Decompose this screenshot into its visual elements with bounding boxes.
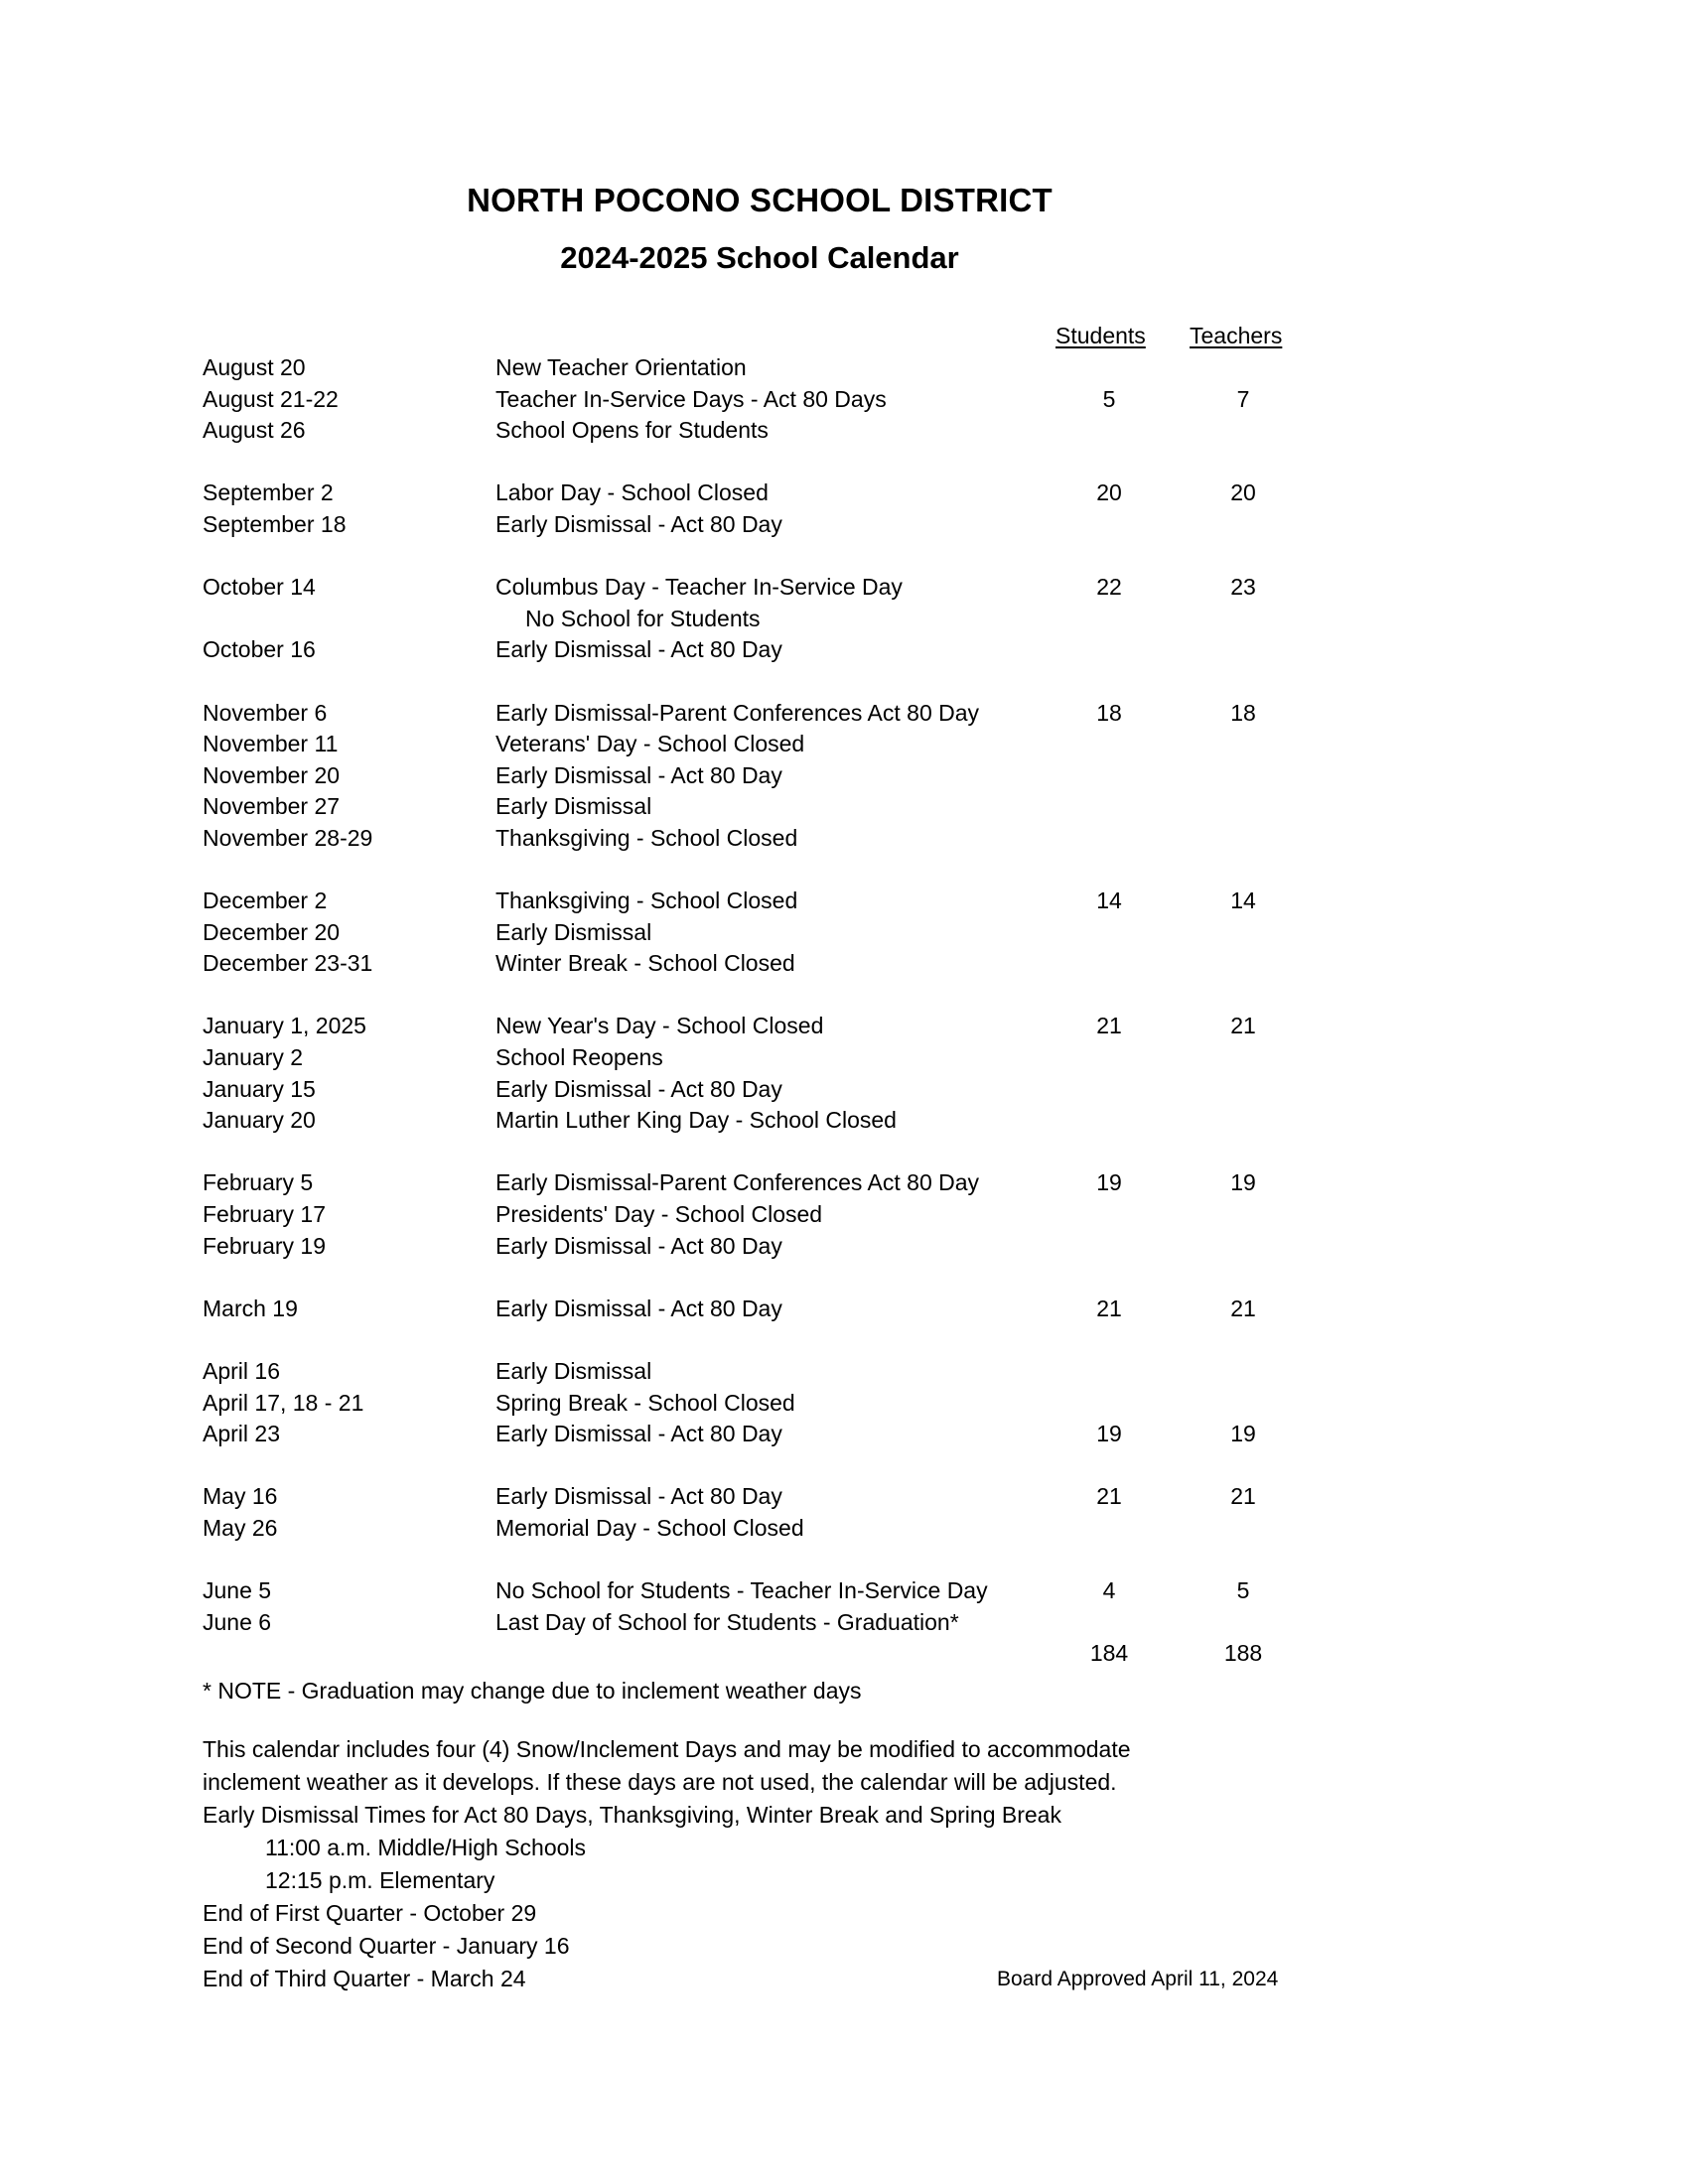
- row-description: Early Dismissal-Parent Conferences Act 80 Day: [495, 1169, 980, 1196]
- footer-line: End of First Quarter - October 29: [203, 1900, 537, 1927]
- row-teachers-count: 23: [1230, 574, 1256, 601]
- row-date: August 21-22: [203, 385, 339, 412]
- row-date: January 20: [203, 1107, 316, 1134]
- footer-line: 11:00 a.m. Middle/High Schools: [265, 1835, 587, 1861]
- footer-line: Early Dismissal Times for Act 80 Days, Thanksgiving, Winter Break and Spring Break: [203, 1802, 1061, 1829]
- row-date: August 20: [203, 354, 306, 380]
- row-description: School Reopens: [495, 1044, 663, 1071]
- row-description: Early Dismissal: [495, 1358, 652, 1384]
- table-row: [0, 760, 1688, 792]
- table-row: [0, 1575, 1688, 1607]
- table-row: [0, 666, 1688, 698]
- table-row: [0, 980, 1688, 1012]
- row-date: January 15: [203, 1075, 316, 1102]
- row-date: April 23: [203, 1421, 280, 1447]
- table-row: [0, 855, 1688, 887]
- row-students-count: 5: [1102, 385, 1116, 412]
- row-students-count: 184: [1089, 1640, 1129, 1667]
- table-row: [0, 478, 1688, 509]
- row-teachers-count: 21: [1230, 1013, 1256, 1039]
- row-description: Early Dismissal - Act 80 Day: [495, 1295, 782, 1321]
- table-row: [0, 791, 1688, 823]
- table-row: [0, 823, 1688, 855]
- row-teachers-count: 14: [1230, 887, 1256, 914]
- row-date: June 6: [203, 1608, 272, 1635]
- row-description: Early Dismissal - Act 80 Day: [495, 1483, 782, 1510]
- row-description: Early Dismissal: [495, 793, 652, 820]
- row-date: February 19: [203, 1232, 327, 1259]
- table-row: [0, 1042, 1688, 1074]
- table-row: [0, 572, 1688, 604]
- row-description: Martin Luther King Day - School Closed: [495, 1107, 897, 1134]
- table-row: [0, 604, 1688, 635]
- row-date: November 27: [203, 793, 341, 820]
- row-description: Early Dismissal - Act 80 Day: [495, 636, 782, 663]
- row-date: February 5: [203, 1169, 314, 1196]
- table-row: [0, 698, 1688, 730]
- row-date: November 20: [203, 761, 341, 788]
- table-row: [0, 729, 1688, 760]
- row-date: December 23-31: [203, 950, 373, 977]
- row-date: April 17, 18 - 21: [203, 1389, 364, 1416]
- row-description: New Year's Day - School Closed: [495, 1013, 824, 1039]
- row-description: Winter Break - School Closed: [495, 950, 795, 977]
- row-date: April 16: [203, 1358, 280, 1384]
- table-row: [0, 1199, 1688, 1231]
- table-row: [0, 1231, 1688, 1263]
- row-students-count: 14: [1096, 887, 1122, 914]
- table-row: [0, 1324, 1688, 1356]
- row-date: March 19: [203, 1295, 298, 1321]
- table-row: [0, 1388, 1688, 1420]
- footer-line: This calendar includes four (4) Snow/Inclement Days and may be modified to accommodate: [203, 1736, 1131, 1763]
- table-row: [0, 541, 1688, 573]
- row-description: Thanksgiving - School Closed: [495, 887, 798, 914]
- footer-line: 12:15 p.m. Elementary: [265, 1867, 495, 1894]
- students-column-header: Students: [1055, 323, 1146, 348]
- row-description: No School for Students: [525, 605, 761, 631]
- row-date: May 16: [203, 1483, 278, 1510]
- row-description: Early Dismissal - Act 80 Day: [495, 1232, 782, 1259]
- row-description: Early Dismissal - Act 80 Day: [495, 1075, 782, 1102]
- table-row: [0, 1638, 1688, 1670]
- table-row: [0, 1481, 1688, 1513]
- table-row: [0, 1419, 1688, 1450]
- row-description: School Opens for Students: [495, 417, 769, 444]
- row-date: August 26: [203, 417, 306, 444]
- row-students-count: 20: [1096, 479, 1122, 506]
- row-students-count: 19: [1096, 1169, 1122, 1196]
- row-description: Early Dismissal-Parent Conferences Act 80 Day: [495, 699, 980, 726]
- row-teachers-count: 20: [1230, 479, 1256, 506]
- row-students-count: 21: [1096, 1295, 1122, 1321]
- row-date: May 26: [203, 1514, 278, 1541]
- row-date: October 14: [203, 574, 316, 601]
- table-row: [0, 634, 1688, 666]
- footer-line: End of Second Quarter - January 16: [203, 1933, 570, 1960]
- row-description: Veterans' Day - School Closed: [495, 731, 805, 757]
- table-row: [0, 1607, 1688, 1639]
- row-description: Teacher In-Service Days - Act 80 Days: [495, 385, 887, 412]
- table-row: [0, 948, 1688, 980]
- footer-line: End of Third Quarter - March 24: [203, 1966, 526, 1992]
- table-row: [0, 384, 1688, 416]
- graduation-footnote: * NOTE - Graduation may change due to inclement weather days: [203, 1678, 862, 1705]
- row-date: November 28-29: [203, 824, 373, 851]
- row-description: Early Dismissal - Act 80 Day: [495, 510, 782, 537]
- table-row: [0, 1262, 1688, 1294]
- table-row: [0, 1074, 1688, 1106]
- row-students-count: 4: [1102, 1577, 1116, 1604]
- table-row: [0, 1450, 1688, 1482]
- row-date: November 6: [203, 699, 328, 726]
- calendar-table: [0, 352, 1688, 1670]
- table-row: [0, 509, 1688, 541]
- row-description: Presidents' Day - School Closed: [495, 1201, 823, 1228]
- row-description: Early Dismissal - Act 80 Day: [495, 761, 782, 788]
- row-description: New Teacher Orientation: [495, 354, 747, 380]
- teachers-column-header: Teachers: [1190, 323, 1283, 348]
- row-description: No School for Students - Teacher In-Service Day: [495, 1577, 988, 1604]
- row-teachers-count: 21: [1230, 1295, 1256, 1321]
- row-date: January 2: [203, 1044, 304, 1071]
- row-description: Early Dismissal - Act 80 Day: [495, 1421, 782, 1447]
- column-headers: [0, 323, 1688, 352]
- footer-line: inclement weather as it develops. If these days are not used, the calendar will be adjusted.: [203, 1769, 1117, 1796]
- page-subtitle: 2024-2025 School Calendar: [560, 240, 959, 275]
- row-students-count: 21: [1096, 1483, 1122, 1510]
- row-description: Early Dismissal: [495, 918, 652, 945]
- row-teachers-count: 5: [1236, 1577, 1250, 1604]
- footer-notes: [203, 1733, 1131, 1995]
- row-date: December 20: [203, 918, 341, 945]
- table-row: [0, 415, 1688, 447]
- row-date: September 18: [203, 510, 347, 537]
- row-description: Columbus Day - Teacher In-Service Day: [495, 574, 903, 601]
- row-date: October 16: [203, 636, 316, 663]
- row-students-count: 19: [1096, 1421, 1122, 1447]
- row-description: Spring Break - School Closed: [495, 1389, 795, 1416]
- table-row: [0, 917, 1688, 949]
- row-description: Thanksgiving - School Closed: [495, 824, 798, 851]
- row-students-count: 21: [1096, 1013, 1122, 1039]
- table-row: [0, 886, 1688, 917]
- row-teachers-count: 21: [1230, 1483, 1256, 1510]
- row-date: November 11: [203, 731, 339, 757]
- table-row: [0, 1105, 1688, 1137]
- table-row: [0, 447, 1688, 478]
- row-date: January 1, 2025: [203, 1013, 366, 1039]
- table-row: [0, 1137, 1688, 1168]
- table-row: [0, 352, 1688, 384]
- table-row: [0, 1545, 1688, 1576]
- table-row: [0, 1356, 1688, 1388]
- row-teachers-count: 19: [1230, 1169, 1256, 1196]
- page-title: NORTH POCONO SCHOOL DISTRICT: [467, 182, 1053, 218]
- row-students-count: 22: [1096, 574, 1122, 601]
- board-approved-line: Board Approved April 11, 2024: [997, 1968, 1279, 1991]
- table-row: [0, 1513, 1688, 1545]
- row-teachers-count: 19: [1230, 1421, 1256, 1447]
- row-teachers-count: 188: [1223, 1640, 1263, 1667]
- title-block: [0, 181, 1519, 278]
- row-description: Last Day of School for Students - Graduation*: [495, 1608, 959, 1635]
- row-teachers-count: 7: [1236, 385, 1250, 412]
- row-students-count: 18: [1096, 699, 1122, 726]
- table-row: [0, 1167, 1688, 1199]
- row-description: Labor Day - School Closed: [495, 479, 769, 506]
- row-date: December 2: [203, 887, 328, 914]
- row-date: September 2: [203, 479, 334, 506]
- table-row: [0, 1011, 1688, 1042]
- row-description: Memorial Day - School Closed: [495, 1514, 804, 1541]
- table-row: [0, 1294, 1688, 1325]
- row-date: February 17: [203, 1201, 327, 1228]
- row-date: June 5: [203, 1577, 272, 1604]
- row-teachers-count: 18: [1230, 699, 1256, 726]
